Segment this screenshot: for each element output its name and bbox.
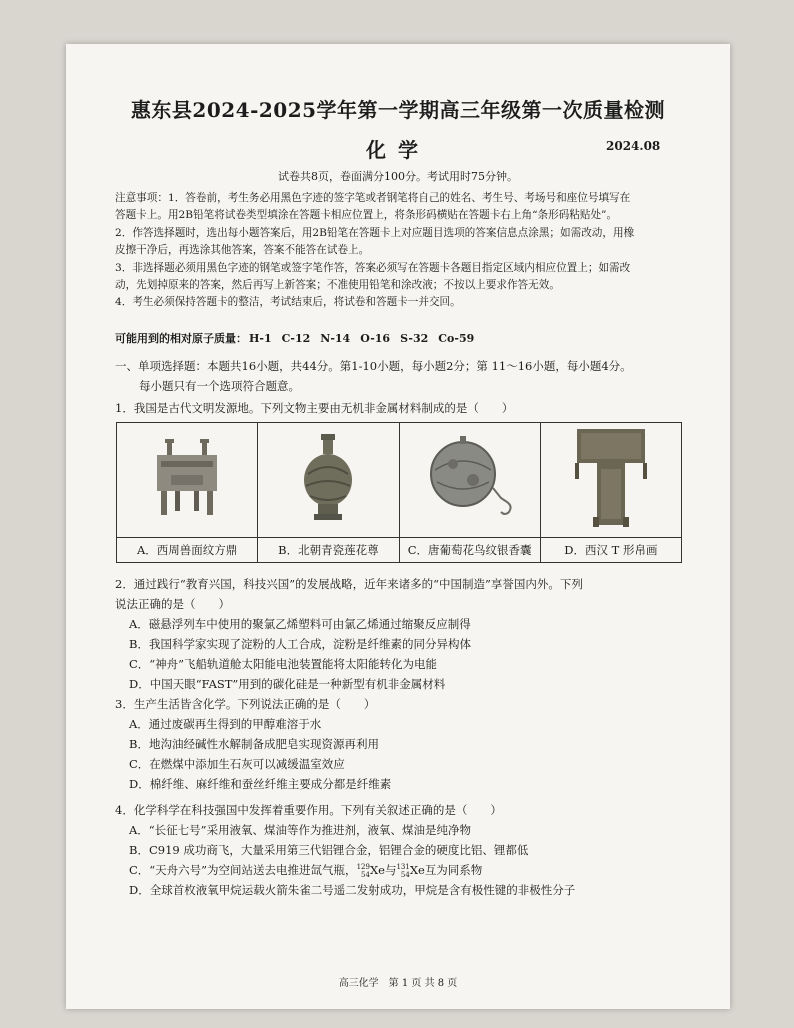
- artifact-option-d: D．西汉 T 形帛画: [540, 538, 681, 563]
- question-3: [115, 694, 715, 794]
- option-a: A．通过废碳再生得到的甲醇难溶于水: [129, 717, 322, 731]
- option-c: C．在燃煤中添加生石灰可以减缓温室效应: [129, 757, 345, 771]
- note-line: 皮擦干净后，再选涂其他答案，答案不能答在试卷上。: [115, 244, 370, 257]
- artifact-image-cell: [399, 423, 540, 538]
- option-c-mid: 与: [384, 863, 397, 877]
- note-line: 4．考生必须保持答题卡的整洁，考试结束后，将试卷和答题卡一并交回。: [115, 296, 461, 309]
- exam-sheet: [66, 44, 730, 1009]
- artifact-image-cell: [117, 423, 258, 538]
- mass-item: Co-59: [438, 332, 475, 345]
- question-stem: 说法正确的是（ ）: [115, 597, 230, 611]
- artifact-table: [116, 422, 682, 563]
- option-d: D．中国天眼“FAST”用到的碳化硅是一种新型有机非金属材料: [129, 677, 446, 691]
- artifact-option-c: C．唐葡萄花鸟纹银香囊: [399, 538, 540, 563]
- note-line: 答题卡上。用2B铅笔将试卷类型填涂在答题卡相应位置上，将条形码横贴在答题卡右上角“条形码粘贴处”。: [115, 209, 618, 222]
- note-line: 注意事项：1．答卷前，考生务必用黑色字迹的签字笔或者钢笔将自己的姓名、考生号、考场号和座位号填写在: [115, 192, 631, 204]
- option-d: D．全球首枚液氧甲烷运载火箭朱雀二号遥二发射成功，甲烷是含有极性键的非极性分子: [129, 883, 576, 897]
- artifact-image-cell: [258, 423, 399, 538]
- isotope-mass: 131: [396, 863, 410, 871]
- exam-date: 2024.08: [606, 139, 661, 153]
- celadon-vase-image: [288, 430, 368, 526]
- isotope-mass: 129: [356, 863, 370, 871]
- exam-title: 惠东县2024-2025学年第一学期高三年级第一次质量检测: [130, 98, 666, 122]
- xenon-129-isotope: [357, 863, 385, 877]
- note-line: 3．非选择题必须用黑色字迹的钢笔或签字笔作答，答案必须写在答题卡各题目指定区域内相应位置上；如需改: [115, 261, 631, 274]
- atomic-masses: [115, 330, 484, 346]
- question-1: [115, 398, 715, 418]
- option-c-suffix: 互为同系物: [424, 863, 483, 877]
- option-c: [115, 860, 715, 880]
- mass-item: C-12: [281, 332, 311, 345]
- question-stem: 4．化学科学在科技强国中发挥着重要作用。下列有关叙述正确的是（ ）: [115, 803, 502, 817]
- option-a: A．磁悬浮列车中使用的聚氯乙烯塑料可由氯乙烯通过缩聚反应制得: [129, 617, 471, 631]
- isotope-number: 54: [361, 871, 370, 879]
- masses-label: 可能用到的相对原子质量：: [115, 332, 247, 345]
- exam-meta: 试卷共8页，卷面满分100分。考试用时75分钟。: [278, 170, 518, 183]
- exam-notes: [115, 190, 705, 312]
- xenon-131-isotope: [396, 863, 424, 877]
- question-2: [115, 574, 715, 694]
- isotope-number: 54: [400, 871, 410, 879]
- option-b: B．我国科学家实现了淀粉的人工合成，淀粉是纤维素的同分异构体: [129, 637, 471, 651]
- section-line: 一、单项选择题：本题共16小题，共44分。第1-10小题，每小题2分；第 11～16小题，每小题4分。: [115, 359, 632, 373]
- element-symbol: Xe: [409, 863, 425, 877]
- silver-sachet-image: [415, 430, 525, 526]
- section-heading: [115, 356, 715, 396]
- mass-item: O-16: [360, 332, 391, 345]
- option-c-prefix: C．“天舟六号”为空间站送去电推进氙气瓶，: [129, 863, 357, 877]
- option-b: B．C919 成功商飞，大量采用第三代铝锂合金，铝锂合金的硬度比铝、锂都低: [129, 843, 529, 857]
- question-stem: 1．我国是古代文明发源地。下列文物主要由无机非金属材料制成的是（ ）: [115, 401, 514, 415]
- option-b: B．地沟油经碱性水解制备成肥皂实现资源再利用: [129, 737, 379, 751]
- note-line: 2．作答选择题时，选出每小题答案后，用2B铅笔在答题卡上对应题目选项的答案信息点涂黑；如需改动，用橡: [115, 226, 635, 239]
- question-4: [115, 800, 715, 900]
- bronze-ding-image: [137, 433, 237, 523]
- artifact-option-a: A．西周兽面纹方鼎: [117, 538, 258, 563]
- mass-item: S-32: [400, 332, 429, 345]
- mass-item: N-14: [320, 332, 351, 345]
- element-symbol: Xe: [369, 863, 385, 877]
- option-d: D．棉纤维、麻纤维和蚕丝纤维主要成分都是纤维素: [129, 777, 392, 791]
- subject-title: 化学: [366, 138, 430, 162]
- artifact-option-b: B．北朝青瓷莲花尊: [258, 538, 399, 563]
- option-a: A．“长征七号”采用液氧、煤油等作为推进剂，液氧、煤油是纯净物: [129, 823, 472, 837]
- question-stem: 2．通过践行“教育兴国，科技兴国”的发展战略，近年来诸多的“中国制造”享誉国内外。下列: [115, 577, 583, 591]
- note-line: 动，先划掉原来的答案，然后再写上新答案；不准使用铅笔和涂改液；不按以上要求作答无效。: [115, 279, 560, 292]
- artifact-image-cell: [540, 423, 681, 538]
- silk-painting-image: [571, 425, 651, 531]
- question-stem: 3．生产生活皆含化学。下列说法正确的是（ ）: [115, 697, 376, 711]
- mass-item: H-1: [249, 332, 272, 345]
- option-c: C．“神舟”飞船轨道舱太阳能电池装置能将太阳能转化为电能: [129, 657, 438, 671]
- section-line: 每小题只有一个选项符合题意。: [139, 379, 300, 393]
- page-footer: 高三化学 第 1 页 共 8 页: [338, 978, 458, 989]
